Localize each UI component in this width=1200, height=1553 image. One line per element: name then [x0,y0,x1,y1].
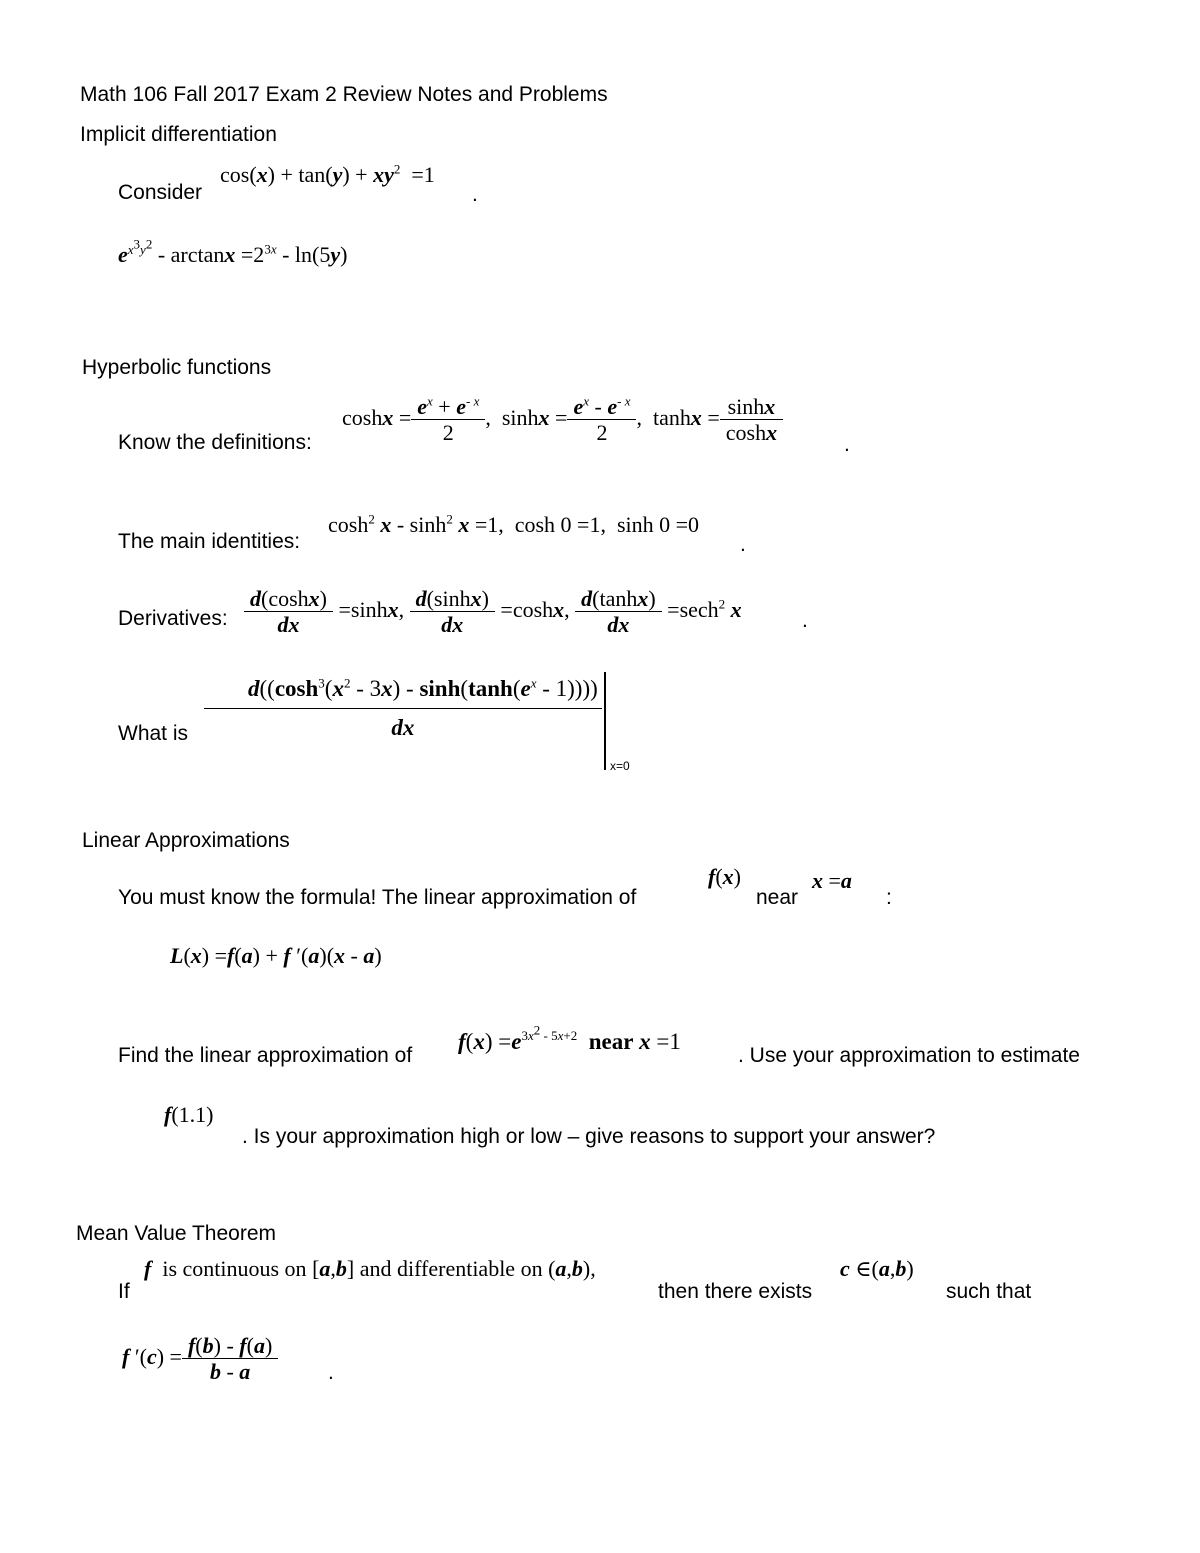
section-heading-mvt: Mean Value Theorem [76,1222,277,1245]
differentiable-text: and differentiable on [359,1256,543,1281]
equation-definitions: coshx = $\frac{e^x + e^{- x}}{2}$ , sinhx = $\frac{e^x - e^{- x}}{2}$ , tanhx = $\frac{\sinh x}{\cosh x}$ [342,394,783,446]
equation-linear-formula: L(x) =f(a) + f ′(a)(x - a) [170,943,382,968]
identities-label: The main identities: [118,530,301,553]
period: . [740,533,746,556]
section-heading-hyperbolic: Hyperbolic functions [82,356,272,379]
expression-x-equals-a: x =a [812,868,852,893]
equation-what-is: $\frac{d((\cosh^3(x^2 - 3x) - \sinh(\tanh(e^x - 1))))}{dx}$ [204,676,602,742]
page-title: Math 106 Fall 2017 Exam 2 Review Notes and Problems [80,83,608,106]
equation-implicit-1: $\cos(x) + \tan(y) + xy^2 =1$ [220,161,435,187]
section-heading-linear: Linear Approximations [82,829,290,852]
such-that-text: such that [946,1280,1032,1303]
know-formula-text: You must know the formula! The linear approximation of [118,886,637,909]
period: . [328,1361,334,1384]
equation-mvt: f ′(c) = $\frac{f(b) - f(a)}{b - a}$ [122,1333,278,1385]
period: . [844,433,850,456]
then-exists-text: then there exists [658,1280,813,1303]
evaluation-bar [604,672,606,770]
if-label: If [118,1280,130,1303]
expression-c-in-ab: c ∈(a,b) [840,1256,914,1281]
consider-label: Consider [118,181,203,204]
find-text: Find the linear approximation of [118,1044,413,1067]
equation-derivatives: $\frac{d(\cosh x)}{dx}$ =sinhx, $\frac{d(\sinh x)}{dx}$ =coshx, $\frac{d(\tanh x)}{dx}$ =sech$^2$ x [244,586,742,638]
evaluation-point: x=0 [610,759,630,773]
period: . [472,183,478,206]
high-low-text: . Is your approximation high or low – give reasons to support your answer? [242,1125,936,1148]
section-heading-implicit: Implicit differentiation [80,123,277,146]
equation-implicit-2: $e^{x^3y^2} - \arctan x =2^{3x} - \ln(5y)$ [118,236,348,267]
continuous-text: is continuous on [162,1256,307,1281]
derivatives-label: Derivatives: [118,607,228,630]
equation-find: $f(x) =e^{3x^2 - 5x+2}$ near x =1 [458,1023,681,1054]
definitions-label: Know the definitions: [118,431,312,454]
expression-fx: f(x) [708,864,741,889]
colon: : [886,886,892,909]
equation-identities: $\cosh^2 x - \sinh^2 x =1$, cosh 0 =1, sinh 0 =0 [328,511,700,537]
near-label: near [756,886,799,909]
what-is-label: What is [118,722,189,745]
period: . [802,609,808,632]
use-approximation-text: . Use your approximation to estimate [738,1044,1080,1067]
mvt-hypothesis: f is continuous on [a,b] and differentiable on (a,b), [144,1256,596,1281]
expression-f-1-1: f(1.1) [164,1102,214,1127]
